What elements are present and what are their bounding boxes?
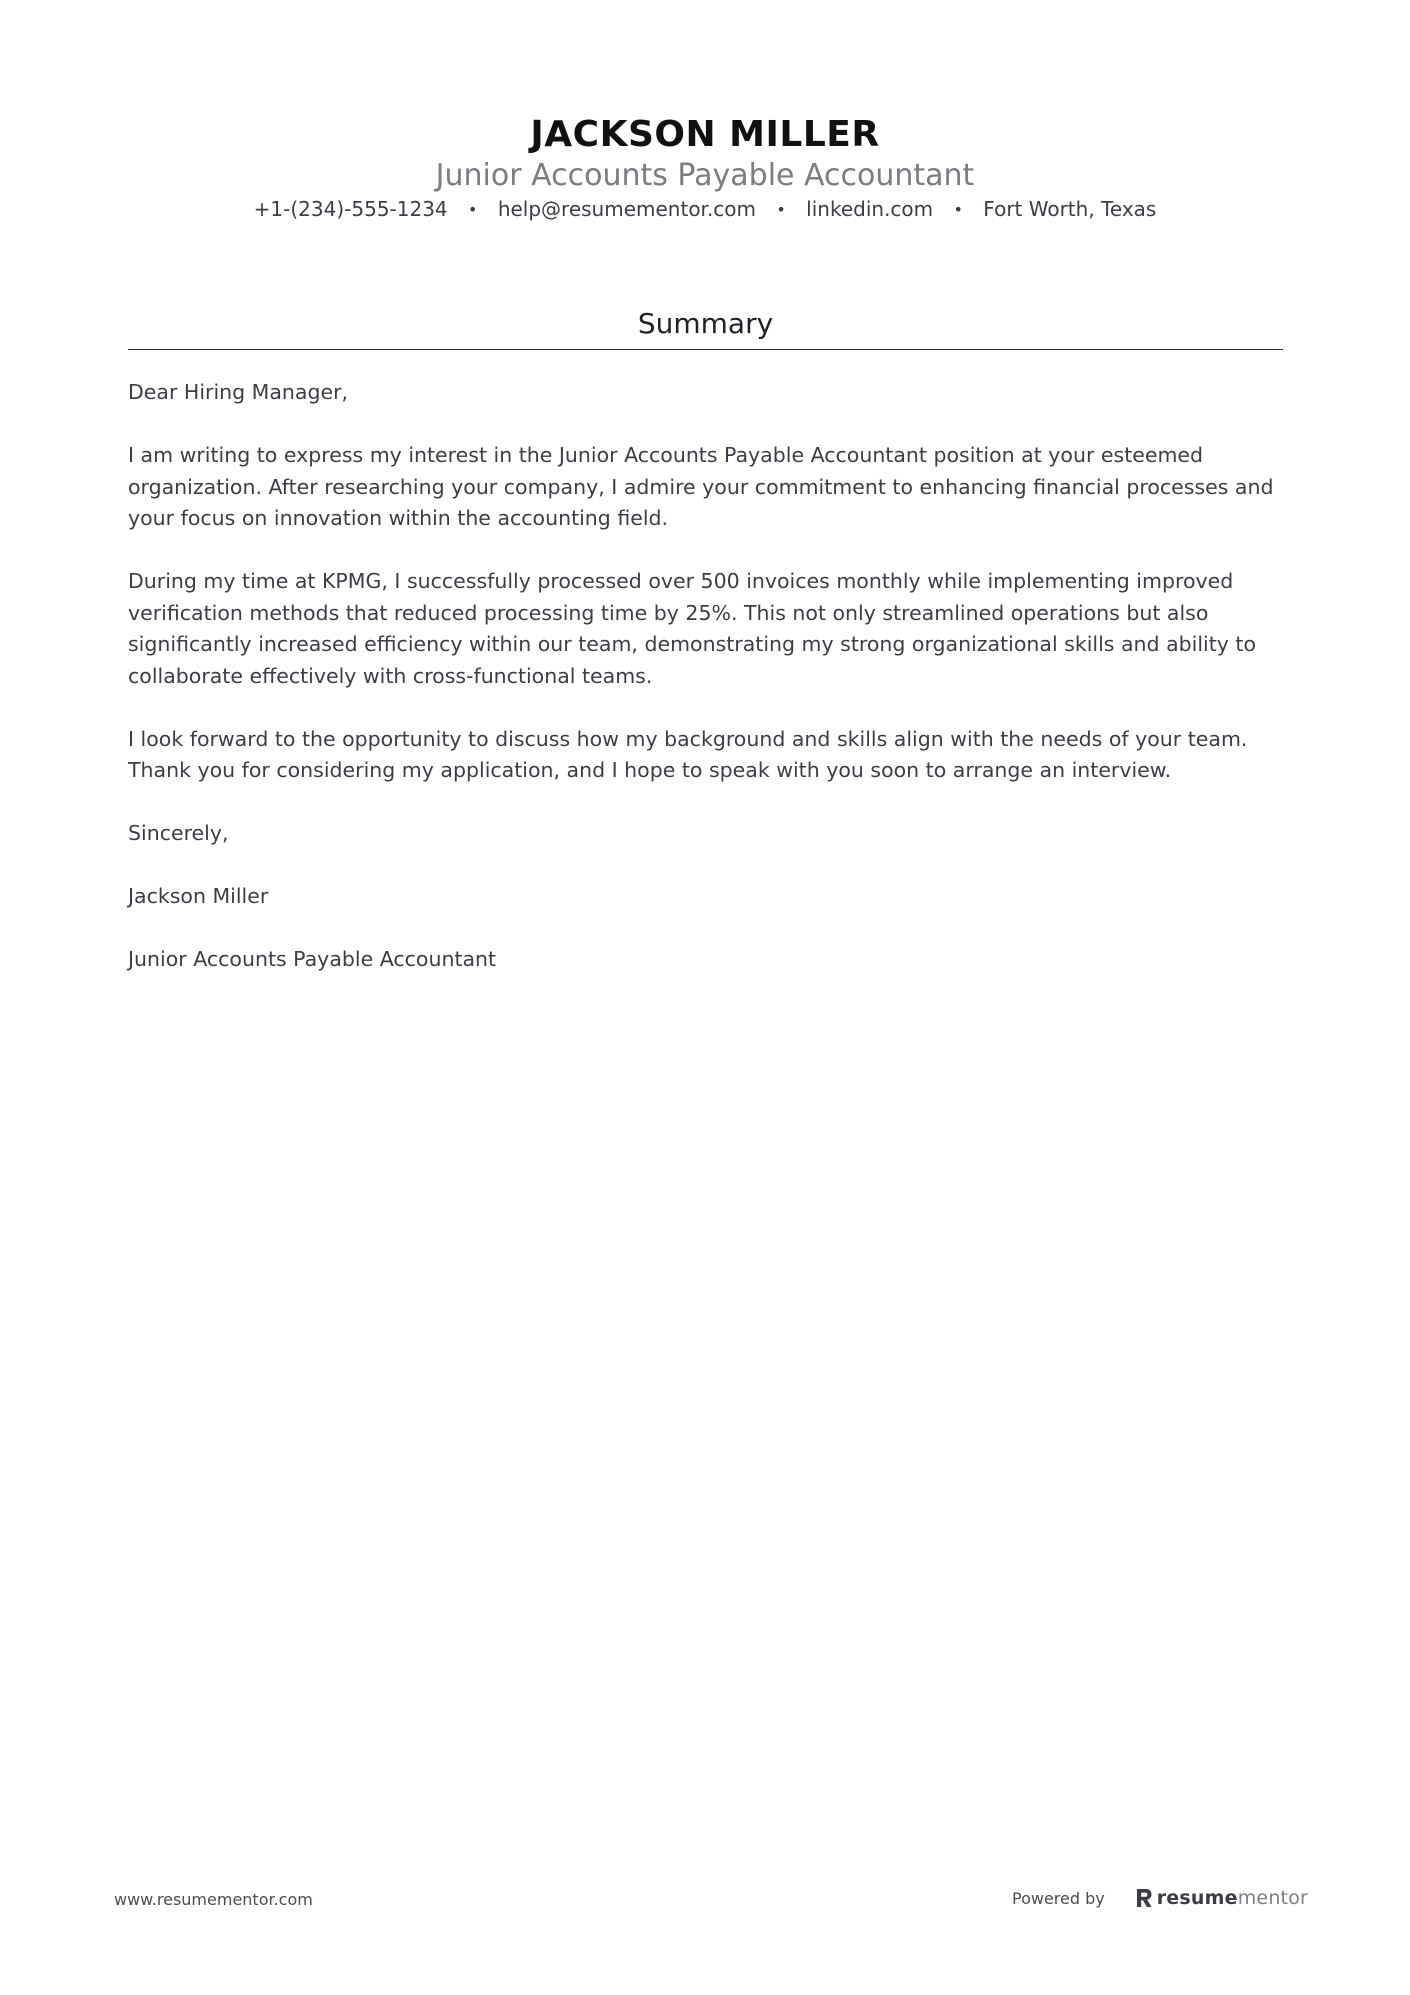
contact-line bbox=[0, 194, 1410, 226]
letter-paragraph: During my time at KPMG, I successfully processed over 500 invoices monthly while implementing improved verification methods that reduced processing time by 25%. This not only streamlined operations but also significantly increased efficiency within our team, demonstrating my strong organizational skills and ability to collaborate effectively with cross-functional teams. bbox=[128, 569, 1257, 688]
contact-phone: +1-(234)-555-1234 bbox=[253, 197, 448, 221]
letter-header bbox=[0, 112, 1410, 226]
letter-paragraph: I am writing to express my interest in the Junior Accounts Payable Accountant position at your esteemed organization. After researching your company, I admire your commitment to enhancing financial processes and your focus on innovation within the accounting field. bbox=[128, 443, 1274, 530]
section-divider bbox=[128, 349, 1283, 350]
brand-wordmark-light: mentor bbox=[1237, 1887, 1309, 1909]
brand-wordmark-strong: resume bbox=[1156, 1887, 1238, 1909]
signature-name: Jackson Miller bbox=[128, 884, 269, 908]
contact-separator: • bbox=[468, 200, 478, 219]
contact-location: Fort Worth, Texas bbox=[983, 197, 1157, 221]
brand-wordmark bbox=[1157, 1886, 1308, 1910]
brand-logo[interactable] bbox=[1135, 1886, 1308, 1910]
contact-linkedin[interactable]: linkedin.com bbox=[806, 197, 934, 221]
footer-website[interactable]: www.resumementor.com bbox=[114, 1890, 313, 1909]
applicant-name: JACKSON MILLER bbox=[530, 114, 880, 155]
signature-title: Junior Accounts Payable Accountant bbox=[128, 947, 497, 971]
footer-powered-by bbox=[1012, 1882, 1308, 1914]
contact-separator: • bbox=[953, 200, 963, 219]
powered-by-label: Powered by bbox=[1012, 1888, 1105, 1908]
letter-closing: Sincerely, bbox=[128, 821, 229, 845]
section-title: Summary bbox=[637, 307, 774, 340]
contact-separator: • bbox=[776, 200, 786, 219]
resumementor-logo-icon bbox=[1135, 1887, 1153, 1909]
letter-salutation: Dear Hiring Manager, bbox=[128, 380, 349, 404]
contact-email[interactable]: help@resumementor.com bbox=[497, 197, 757, 221]
letter-paragraph: I look forward to the opportunity to discuss how my background and skills align with the needs of your team. Thank you for considering my application, and I hope to speak with you soon to arrange an interview. bbox=[128, 726, 1248, 782]
letter-body bbox=[128, 377, 1288, 1007]
applicant-title: Junior Accounts Payable Accountant bbox=[435, 158, 975, 193]
